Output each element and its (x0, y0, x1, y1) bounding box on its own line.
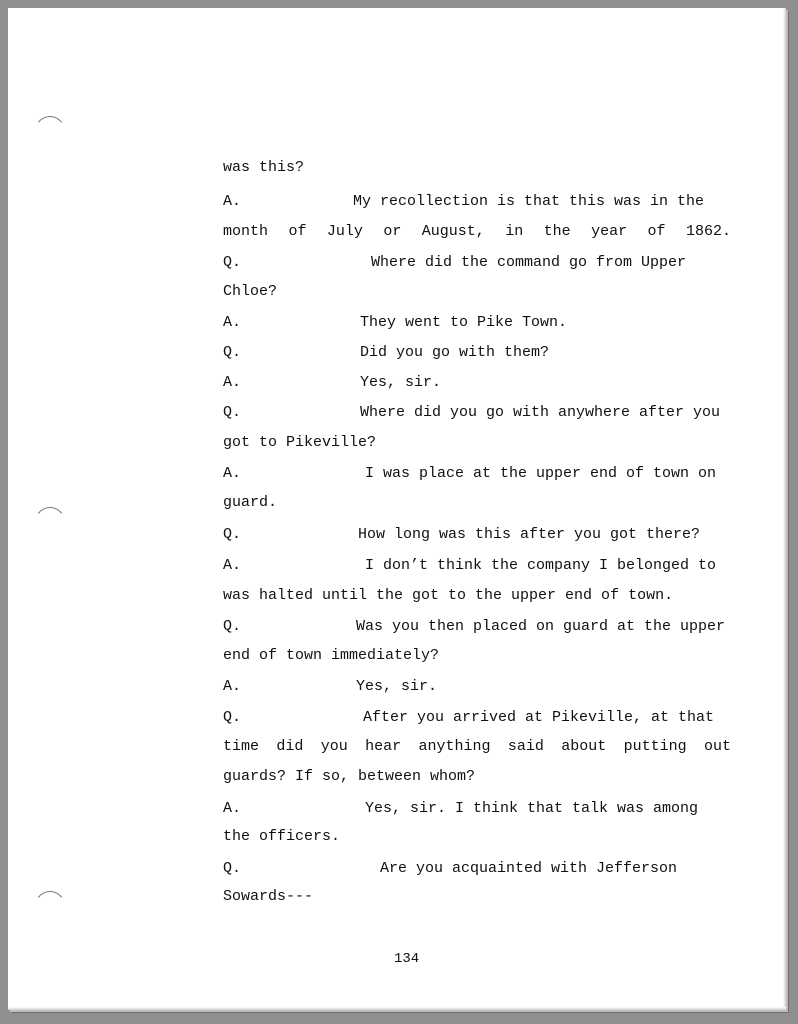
document-page (8, 8, 786, 1010)
page-number: 134 (394, 951, 420, 967)
transcript-line (223, 708, 714, 728)
speaker-label: Q. (223, 404, 242, 421)
speaker-label: A. (223, 678, 242, 695)
transcript-line (223, 767, 475, 787)
line-text: They went to Pike Town. (360, 314, 568, 331)
transcript-line (223, 464, 716, 484)
line-text: I was place at the upper end of town on (365, 465, 717, 482)
speaker-label: A. (223, 193, 242, 210)
speaker-label: Q. (223, 860, 242, 877)
line-text: My recollection is that this was in the (353, 193, 705, 210)
line-text: Sowards--- (223, 888, 314, 905)
transcript-line (223, 737, 731, 757)
line-text: got to Pikeville? (223, 434, 377, 451)
line-text: Yes, sir. (360, 374, 442, 391)
line-text: Did you go with them? (360, 344, 550, 361)
transcript-line (223, 617, 725, 637)
punch-hole-mark (32, 116, 68, 139)
speaker-label: A. (223, 557, 242, 574)
transcript-line (223, 192, 704, 212)
transcript-line (223, 373, 441, 393)
line-text: After you arrived at Pikeville, at that (363, 709, 715, 726)
line-text: guard. (223, 494, 278, 511)
transcript-line (223, 403, 720, 423)
speaker-label: Q. (223, 526, 242, 543)
transcript-line (223, 646, 439, 666)
transcript-line (223, 282, 277, 302)
transcript-line (223, 343, 549, 363)
line-text: was halted until the got to the upper end of town. (223, 587, 674, 604)
line-text: was this? (223, 159, 305, 176)
transcript-line (223, 586, 673, 606)
line-text: end of town immediately? (223, 647, 440, 664)
speaker-label: A. (223, 465, 242, 482)
transcript-line (223, 222, 731, 242)
transcript-line (223, 158, 304, 178)
punch-hole-mark (32, 507, 68, 530)
line-text: I don’t think the company I belonged to (365, 557, 717, 574)
page-edge-right (783, 8, 786, 1010)
speaker-label: Q. (223, 618, 242, 635)
transcript-line (223, 827, 340, 847)
transcript-line (223, 677, 437, 697)
line-text: Where did you go with anywhere after you (360, 404, 721, 421)
transcript-line (223, 433, 376, 453)
transcript-line (223, 253, 686, 273)
page-edge-bottom (8, 1007, 786, 1010)
speaker-label: Q. (223, 709, 242, 726)
speaker-label: Q. (223, 254, 242, 271)
speaker-label: A. (223, 800, 242, 817)
line-text: guards? If so, between whom? (223, 768, 476, 785)
line-text: How long was this after you got there? (358, 526, 701, 543)
punch-hole-mark (32, 891, 68, 914)
transcript-line (223, 313, 567, 333)
line-text: Where did the command go from Upper (371, 254, 687, 271)
line-text: Are you acquainted with Jefferson (380, 860, 678, 877)
speaker-label: A. (223, 374, 242, 391)
line-text: the officers. (223, 828, 341, 845)
transcript-line (223, 525, 700, 545)
transcript-line (223, 859, 677, 879)
line-text: Was you then placed on guard at the upper (356, 618, 726, 635)
transcript-line (223, 493, 277, 513)
line-text: Yes, sir. (356, 678, 438, 695)
speaker-label: Q. (223, 344, 242, 361)
speaker-label: A. (223, 314, 242, 331)
transcript-line (223, 887, 313, 907)
transcript-line (223, 799, 698, 819)
line-text: Yes, sir. I think that talk was among (365, 800, 699, 817)
line-text: Chloe? (223, 283, 278, 300)
line-text: time did you hear anything said about putting out (223, 738, 731, 755)
line-text: month of July or August, in the year of 1862. (223, 223, 731, 240)
transcript-line (223, 556, 716, 576)
